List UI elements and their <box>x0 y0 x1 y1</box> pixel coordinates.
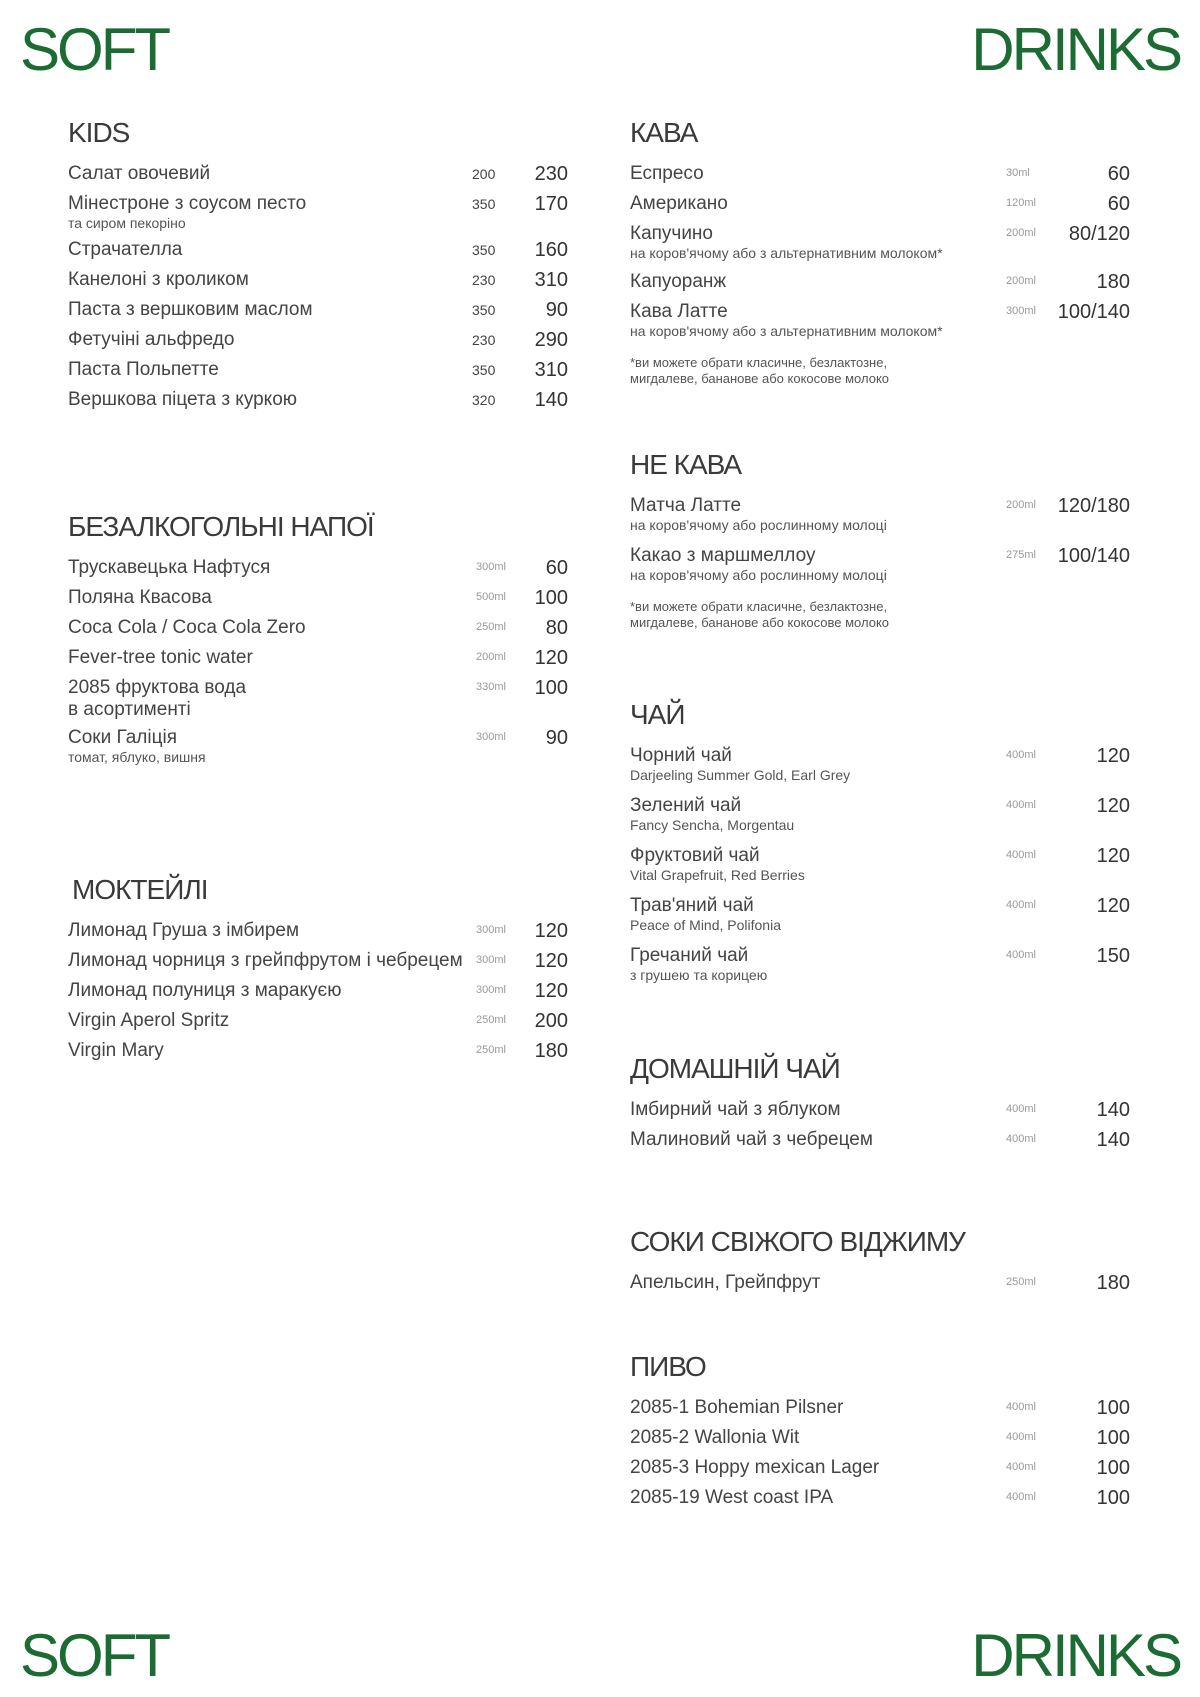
menu-item <box>68 727 568 777</box>
item-price: 60 <box>1107 162 1130 185</box>
item-price: 60 <box>545 556 568 579</box>
item-price: 120 <box>534 646 568 669</box>
item-name: 2085-2 Wallonia Wit <box>630 1426 800 1448</box>
item-name: Салат овочевий <box>68 162 211 184</box>
menu-item <box>68 587 568 617</box>
item-name: Фетучіні альфредо <box>68 328 235 350</box>
item-price: 120 <box>1096 844 1130 867</box>
item-weight: 350 <box>472 361 496 378</box>
menu-item <box>630 223 1130 271</box>
item-name: 2085-1 Bohemian Pilsner <box>630 1396 844 1418</box>
item-price: 100/140 <box>1057 300 1130 323</box>
item-volume: 300ml <box>476 983 506 996</box>
item-price: 100/140 <box>1057 544 1130 567</box>
item-name: Лимонад Груша з імбирем <box>68 919 300 941</box>
item-name: Virgin Aperol Spritz <box>68 1009 230 1031</box>
menu-item <box>68 647 568 677</box>
item-volume: 400ml <box>1006 948 1036 961</box>
item-volume: 300ml <box>476 923 506 936</box>
item-price: 120 <box>1096 794 1130 817</box>
header-soft-title: SOFT <box>20 16 168 83</box>
milk-note: *ви можете обрати класичне, безлактозне, мигдалеве, бананове або кокосове молоко <box>630 598 890 630</box>
item-price: 80/120 <box>1068 222 1130 245</box>
item-volume: 500ml <box>476 590 506 603</box>
item-price: 100 <box>534 676 568 699</box>
item-price: 80 <box>545 616 568 639</box>
section-title: ЧАЙ <box>630 699 685 730</box>
item-price: 120 <box>1096 894 1130 917</box>
item-price: 140 <box>534 388 568 411</box>
item-volume: 300ml <box>476 560 506 573</box>
section-title: БЕЗАЛКОГОЛЬНІ НАПОЇ <box>68 511 374 542</box>
menu-item <box>630 301 1130 351</box>
item-name: Еспресо <box>630 162 704 184</box>
item-name: Трав'яний чай <box>630 894 754 916</box>
item-name: Імбирний чай з яблуком <box>630 1098 841 1120</box>
kids-section <box>68 118 568 419</box>
menu-item <box>630 1457 1130 1487</box>
item-weight: 230 <box>472 271 496 288</box>
section-title: ПИВО <box>630 1351 706 1382</box>
item-volume: 250ml <box>476 1043 506 1056</box>
section-title: НЕ КАВА <box>630 449 742 480</box>
item-volume: 300ml <box>1006 304 1036 317</box>
soft-drinks-section <box>68 512 568 777</box>
coffee-section <box>630 118 1130 387</box>
item-name: Virgin Mary <box>68 1039 164 1061</box>
item-price: 120 <box>534 949 568 972</box>
item-name: Лимонад полуниця з маракуєю <box>68 979 342 1001</box>
menu-item <box>630 945 1130 995</box>
item-volume: 400ml <box>1006 748 1036 761</box>
item-price: 200 <box>534 1009 568 1032</box>
item-price: 120 <box>534 919 568 942</box>
item-volume: 400ml <box>1006 848 1036 861</box>
item-price: 60 <box>1107 192 1130 215</box>
footer-soft-title: SOFT <box>20 1622 168 1689</box>
section-title: KIDS <box>68 117 130 148</box>
item-volume: 200ml <box>1006 498 1036 511</box>
item-price: 140 <box>1096 1098 1130 1121</box>
item-name: Какао з маршмеллоу <box>630 544 816 566</box>
item-description: Vital Grapefruit, Red Berries <box>630 866 805 883</box>
item-name: Зелений чай <box>630 794 742 816</box>
item-name: Вершкова піцета з куркою <box>68 388 298 410</box>
menu-item <box>68 950 568 980</box>
item-weight: 320 <box>472 391 496 408</box>
menu-item <box>68 269 568 299</box>
item-name: Страчателла <box>68 238 183 260</box>
section-title: МОКТЕЙЛІ <box>72 874 208 905</box>
item-description: на коров'ячому або з альтернативним молоком* <box>630 244 943 261</box>
item-volume: 330ml <box>476 680 506 693</box>
item-weight: 200 <box>472 165 496 182</box>
item-name: 2085 фруктова вода <box>68 676 247 698</box>
item-price: 180 <box>1096 270 1130 293</box>
item-price: 310 <box>534 358 568 381</box>
menu-item <box>68 239 568 269</box>
item-name: Паста Польпетте <box>68 358 219 380</box>
menu-item <box>630 163 1130 193</box>
item-name: Матча Латте <box>630 494 742 516</box>
item-name: Капучино <box>630 222 713 244</box>
item-name: Гречаний чай <box>630 944 749 966</box>
item-price: 310 <box>534 268 568 291</box>
item-volume: 250ml <box>1006 1275 1036 1288</box>
item-description: та сиром пекоріно <box>68 214 186 231</box>
item-description: Fancy Sencha, Morgentau <box>630 816 795 833</box>
item-volume: 250ml <box>476 620 506 633</box>
section-title: СОКИ СВІЖОГО ВІДЖИМУ <box>630 1226 965 1257</box>
item-name: Кава Латте <box>630 300 728 322</box>
milk-note: *ви можете обрати класичне, безлактозне, мигдалеве, бананове або кокосове молоко <box>630 354 890 386</box>
menu-item <box>630 1129 1130 1159</box>
not-coffee-section <box>630 450 1130 631</box>
menu-item <box>68 1040 568 1070</box>
section-title: ДОМАШНІЙ ЧАЙ <box>630 1053 840 1084</box>
menu-item <box>630 495 1130 545</box>
item-name-line2: в асортименті <box>68 698 191 720</box>
menu-item <box>68 920 568 950</box>
section-title: КАВА <box>630 117 698 148</box>
footer-drinks-title: DRINKS <box>971 1622 1180 1689</box>
menu-item <box>630 271 1130 301</box>
item-weight: 230 <box>472 331 496 348</box>
item-volume: 250ml <box>476 1013 506 1026</box>
item-weight: 350 <box>472 301 496 318</box>
item-price: 100 <box>1096 1486 1130 1509</box>
item-volume: 400ml <box>1006 798 1036 811</box>
menu-item <box>630 1099 1130 1129</box>
item-price: 290 <box>534 328 568 351</box>
item-name: 2085-19 West coast IPA <box>630 1486 834 1508</box>
mocktails-section <box>68 875 568 1070</box>
item-volume: 275ml <box>1006 548 1036 561</box>
menu-item <box>630 1487 1130 1517</box>
menu-item <box>68 389 568 419</box>
item-description: Darjeeling Summer Gold, Earl Grey <box>630 766 851 783</box>
item-price: 120 <box>534 979 568 1002</box>
item-volume: 400ml <box>1006 898 1036 911</box>
fresh-juice-section <box>630 1227 1130 1302</box>
item-description: Peace of Mind, Polifonia <box>630 916 781 933</box>
menu-item <box>68 359 568 389</box>
item-name: Фруктовий чай <box>630 844 760 866</box>
item-name: Капуоранж <box>630 270 727 292</box>
menu-item <box>68 677 568 727</box>
item-price: 180 <box>534 1039 568 1062</box>
item-description: на коров'ячому або рослинному молоці <box>630 566 887 583</box>
item-price: 100 <box>534 586 568 609</box>
item-price: 100 <box>1096 1426 1130 1449</box>
menu-item <box>630 1397 1130 1427</box>
tea-section <box>630 700 1130 995</box>
item-name: Канелоні з кроликом <box>68 268 249 290</box>
item-name: Апельсин, Грейпфрут <box>630 1271 821 1293</box>
item-price: 140 <box>1096 1128 1130 1151</box>
item-name: Американо <box>630 192 728 214</box>
menu-item <box>630 1272 1130 1302</box>
item-name: Fever-tree tonic water <box>68 646 253 668</box>
menu-item <box>68 163 568 193</box>
item-description: на коров'ячому або з альтернативним молоком* <box>630 322 943 339</box>
item-price: 120 <box>1096 744 1130 767</box>
item-description: томат, яблуко, вишня <box>68 748 206 765</box>
item-name: 2085-3 Hoppy mexican Lager <box>630 1456 880 1478</box>
item-name: Мінестроне з соусом песто <box>68 192 307 214</box>
item-volume: 120ml <box>1006 196 1036 209</box>
item-name: Малиновий чай з чебрецем <box>630 1128 873 1150</box>
item-volume: 200ml <box>1006 226 1036 239</box>
item-volume: 400ml <box>1006 1490 1036 1503</box>
menu-item <box>630 545 1130 595</box>
item-weight: 350 <box>472 195 496 212</box>
menu-item <box>68 557 568 587</box>
item-name: Трускавецька Нафтуся <box>68 556 271 578</box>
item-name: Соки Галіція <box>68 726 177 748</box>
item-price: 100 <box>1096 1456 1130 1479</box>
item-price: 230 <box>534 162 568 185</box>
item-name: Чорний чай <box>630 744 732 766</box>
item-description: на коров'ячому або рослинному молоці <box>630 516 887 533</box>
menu-item <box>68 299 568 329</box>
item-volume: 400ml <box>1006 1400 1036 1413</box>
menu-item <box>630 845 1130 895</box>
beer-section <box>630 1352 1130 1517</box>
item-price: 160 <box>534 238 568 261</box>
item-price: 90 <box>545 298 568 321</box>
item-price: 90 <box>545 726 568 749</box>
menu-item <box>68 1010 568 1040</box>
menu-item <box>630 795 1130 845</box>
item-volume: 400ml <box>1006 1132 1036 1145</box>
menu-item <box>630 1427 1130 1457</box>
item-volume: 400ml <box>1006 1102 1036 1115</box>
menu-item <box>630 745 1130 795</box>
item-volume: 400ml <box>1006 1460 1036 1473</box>
menu-item <box>630 895 1130 945</box>
item-description: з грушею та корицею <box>630 966 768 983</box>
item-price: 150 <box>1096 944 1130 967</box>
item-weight: 350 <box>472 241 496 258</box>
item-volume: 200ml <box>1006 274 1036 287</box>
menu-item <box>68 329 568 359</box>
menu-item <box>68 617 568 647</box>
item-name: Паста з вершковим маслом <box>68 298 313 320</box>
item-volume: 300ml <box>476 953 506 966</box>
item-volume: 300ml <box>476 730 506 743</box>
menu-item <box>630 193 1130 223</box>
item-price: 180 <box>1096 1271 1130 1294</box>
home-tea-section <box>630 1054 1130 1159</box>
item-volume: 30ml <box>1006 166 1030 179</box>
item-price: 170 <box>534 192 568 215</box>
menu-item <box>68 193 568 239</box>
item-name: Coca Cola / Coca Cola Zero <box>68 616 306 638</box>
menu-item <box>68 980 568 1010</box>
item-name: Поляна Квасова <box>68 586 212 608</box>
item-volume: 200ml <box>476 650 506 663</box>
item-price: 120/180 <box>1057 494 1130 517</box>
header-drinks-title: DRINKS <box>971 16 1180 83</box>
item-name: Лимонад чорниця з грейпфрутом і чебрецем <box>68 949 463 971</box>
item-volume: 400ml <box>1006 1430 1036 1443</box>
item-price: 100 <box>1096 1396 1130 1419</box>
